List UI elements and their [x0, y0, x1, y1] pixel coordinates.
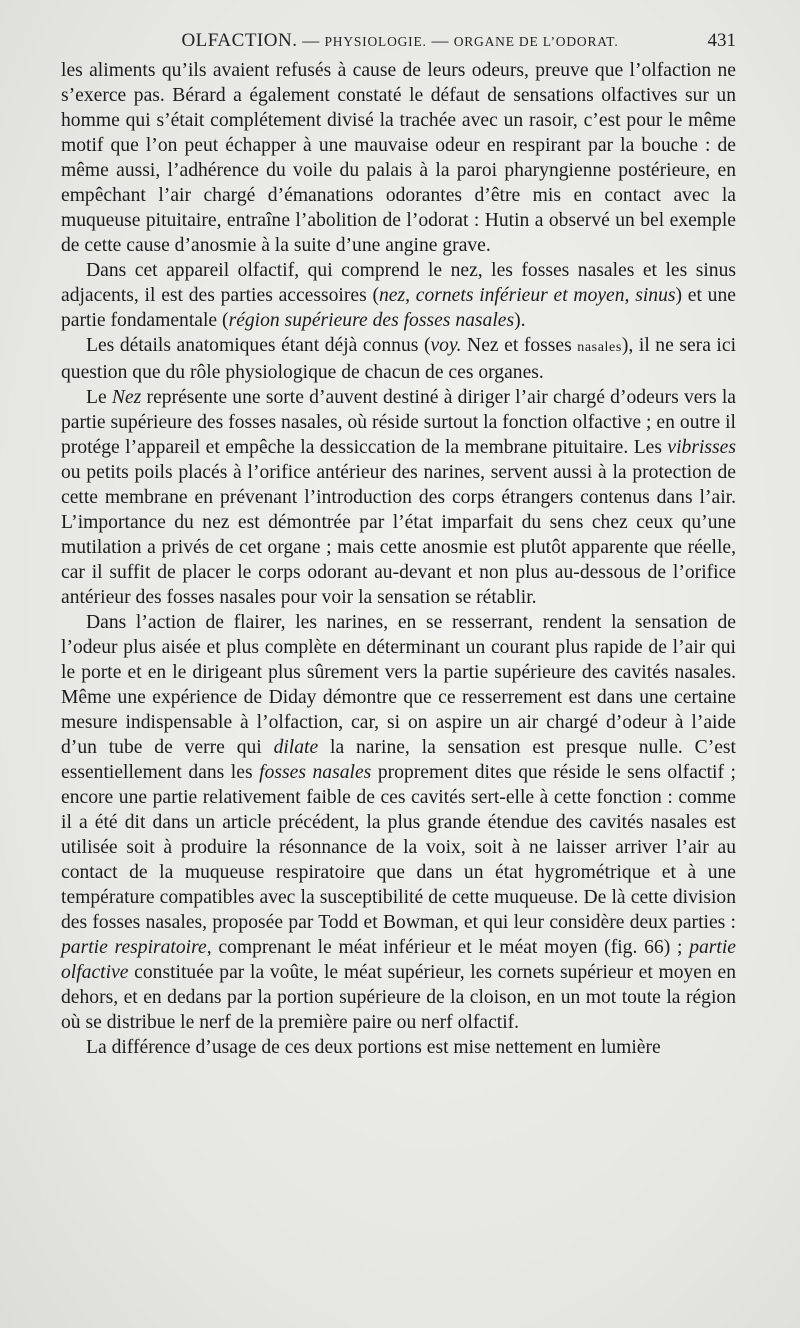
paragraph-4-text-b: représente une sorte d’auvent destiné à diriger l’air chargé d’odeurs vers la partie supérieure des fosses nasales, où réside surtout la fonction olfactive ; en outre il protége l’appareil et empêche la dessiccation de la membrane pituitaire. Les: [61, 387, 736, 458]
running-header: [0, 30, 800, 54]
paragraph-3-italic-1: voy.: [430, 335, 462, 356]
paragraph-1: [61, 58, 736, 258]
paragraph-5-text-d: , comprenant le méat inférieur et le méat moyen (fig. 66) ;: [206, 937, 690, 958]
paragraph-5-italic-3: partie respiratoire: [61, 937, 207, 958]
paragraph-5-italic-1: dilate: [273, 737, 319, 758]
paragraph-4-italic-2: vibrisses: [667, 437, 736, 458]
paragraph-5-text-b: la narine, la sensation est presque nulle. C’est essentiellement dans les: [61, 737, 736, 783]
paragraph-2-italic-2: région supérieure des fosses nasales: [228, 310, 515, 331]
paragraph-3-text-a: Les détails anatomiques étant déjà connus (: [86, 335, 431, 356]
paragraph-5-text-e: constituée par la voûte, le méat supérieur, les cornets supérieur et moyen en dehors, et en dedans par la portion supérieure de la cloison, en un mot toute la région où se distribue le nerf de la première paire ou nerf olfactif.: [61, 962, 736, 1033]
paragraph-5: [61, 610, 736, 1035]
running-title-section: PHYSIOLOGIE.: [324, 34, 427, 49]
paragraph-1-text: les aliments qu’ils avaient refusés à cause de leurs odeurs, preuve que l’olfaction ne s’exerce pas. Bérard a également constaté le défaut de sensations olfactives sur un homme qui s’était complétement divisé la trachée avec un rasoir, c’est pour le même motif que l’on peut échapper à une mauvaise odeur en respirant par la bouche : de même aussi, l’adhérence du voile du palais à la paroi pharyngienne postérieure, en empêchant l’air chargé d’émanations odorantes d’être mis en contact avec la muqueuse pituitaire, entraîne l’abolition de l’odorat : Hutin a observé un bel exemple de cette cause d’anosmie à la suite d’une angine grave.: [61, 60, 736, 256]
paragraph-3-text-b: Nez et fosses: [461, 335, 578, 356]
paragraph-3-small-caps: nasales: [577, 340, 622, 355]
paragraph-4-text-a: Le: [86, 387, 112, 408]
paragraph-4-text-c: ou petits poils placés à l’orifice antérieur des narines, servent aussi à la protection de cette membrane en prévenant l’introduction des corps étrangers contenus dans l’air. L’importance du nez est démontrée par l’état imparfait du sens chez ceux qu’une mutilation a privés de cet organe ; mais cette anosmie est plutôt apparente que réelle, car il suffit de placer le corps odorant au-devant et non plus au-dessous de l’orifice antérieur des fosses nasales pour voir la sensation se rétablir.: [61, 462, 736, 608]
paragraph-5-text-a: Dans l’action de flairer, les narines, en se resserrant, rendent la sensation de l’odeur plus aisée et plus complète en déterminant un courant plus rapide de l’air qui le porte et en le dirigeant plus sûrement vers la partie supérieure des cavités nasales. Même une expérience de Diday démontre que ce resserrement est dans une certaine mesure indispensable à l’olfaction, car, si on aspire un air chargé d’odeur à l’aide d’un tube de verre qui: [61, 612, 736, 758]
paragraph-5-italic-4: partie olfactive: [61, 937, 736, 983]
paragraph-5-italic-2: fosses nasales: [259, 762, 372, 783]
paragraph-4: [61, 385, 736, 610]
body-text: [61, 58, 736, 1060]
running-title-dash-2: —: [426, 31, 454, 50]
paragraph-2: [61, 258, 736, 333]
running-title-main: OLFACTION.: [181, 30, 298, 51]
running-title: [0, 30, 800, 52]
paragraph-6: [61, 1035, 736, 1060]
running-title-dash-1: —: [297, 31, 325, 50]
running-title-subsection: ORGANE DE L’ODORAT.: [453, 34, 619, 49]
paragraph-5-text-c: proprement dites que réside le sens olfactif ; encore une partie relativement faible de ces cavités sert-elle à cette fonction : comme il a été dit dans un article précédent, la plus grande étendue des cavités nasales est utilisée soit à produire la résonnance de la voix, soit à ne laisser arriver l’air au contact de la muqueuse respiratoire que dans un état hygrométrique et à une température compatibles avec la susceptibilité de cette muqueuse. De là cette division des fosses nasales, proposée par Todd et Bowman, et qui leur considère deux parties :: [61, 762, 736, 933]
paragraph-3: [61, 333, 736, 385]
paragraph-3-text-c: ), il ne sera ici question que du rôle physiologique de chacun de ces organes.: [61, 335, 737, 383]
paragraph-2-text-a: Dans cet appareil olfactif, qui comprend le nez, les fosses nasales et les sinus adjacents, il est des parties accessoires (: [61, 260, 736, 306]
paragraph-2-text-c: ).: [514, 310, 526, 331]
paragraph-6-text: La différence d’usage de ces deux portions est mise nettement en lumière: [86, 1037, 661, 1058]
paragraph-2-italic-1: nez, cornets inférieur et moyen, sinus: [378, 285, 676, 306]
paragraph-4-italic-1: Nez: [111, 387, 142, 408]
paragraph-2-text-b: ) et une partie fondamentale (: [61, 285, 736, 331]
page-number: 431: [707, 30, 736, 51]
